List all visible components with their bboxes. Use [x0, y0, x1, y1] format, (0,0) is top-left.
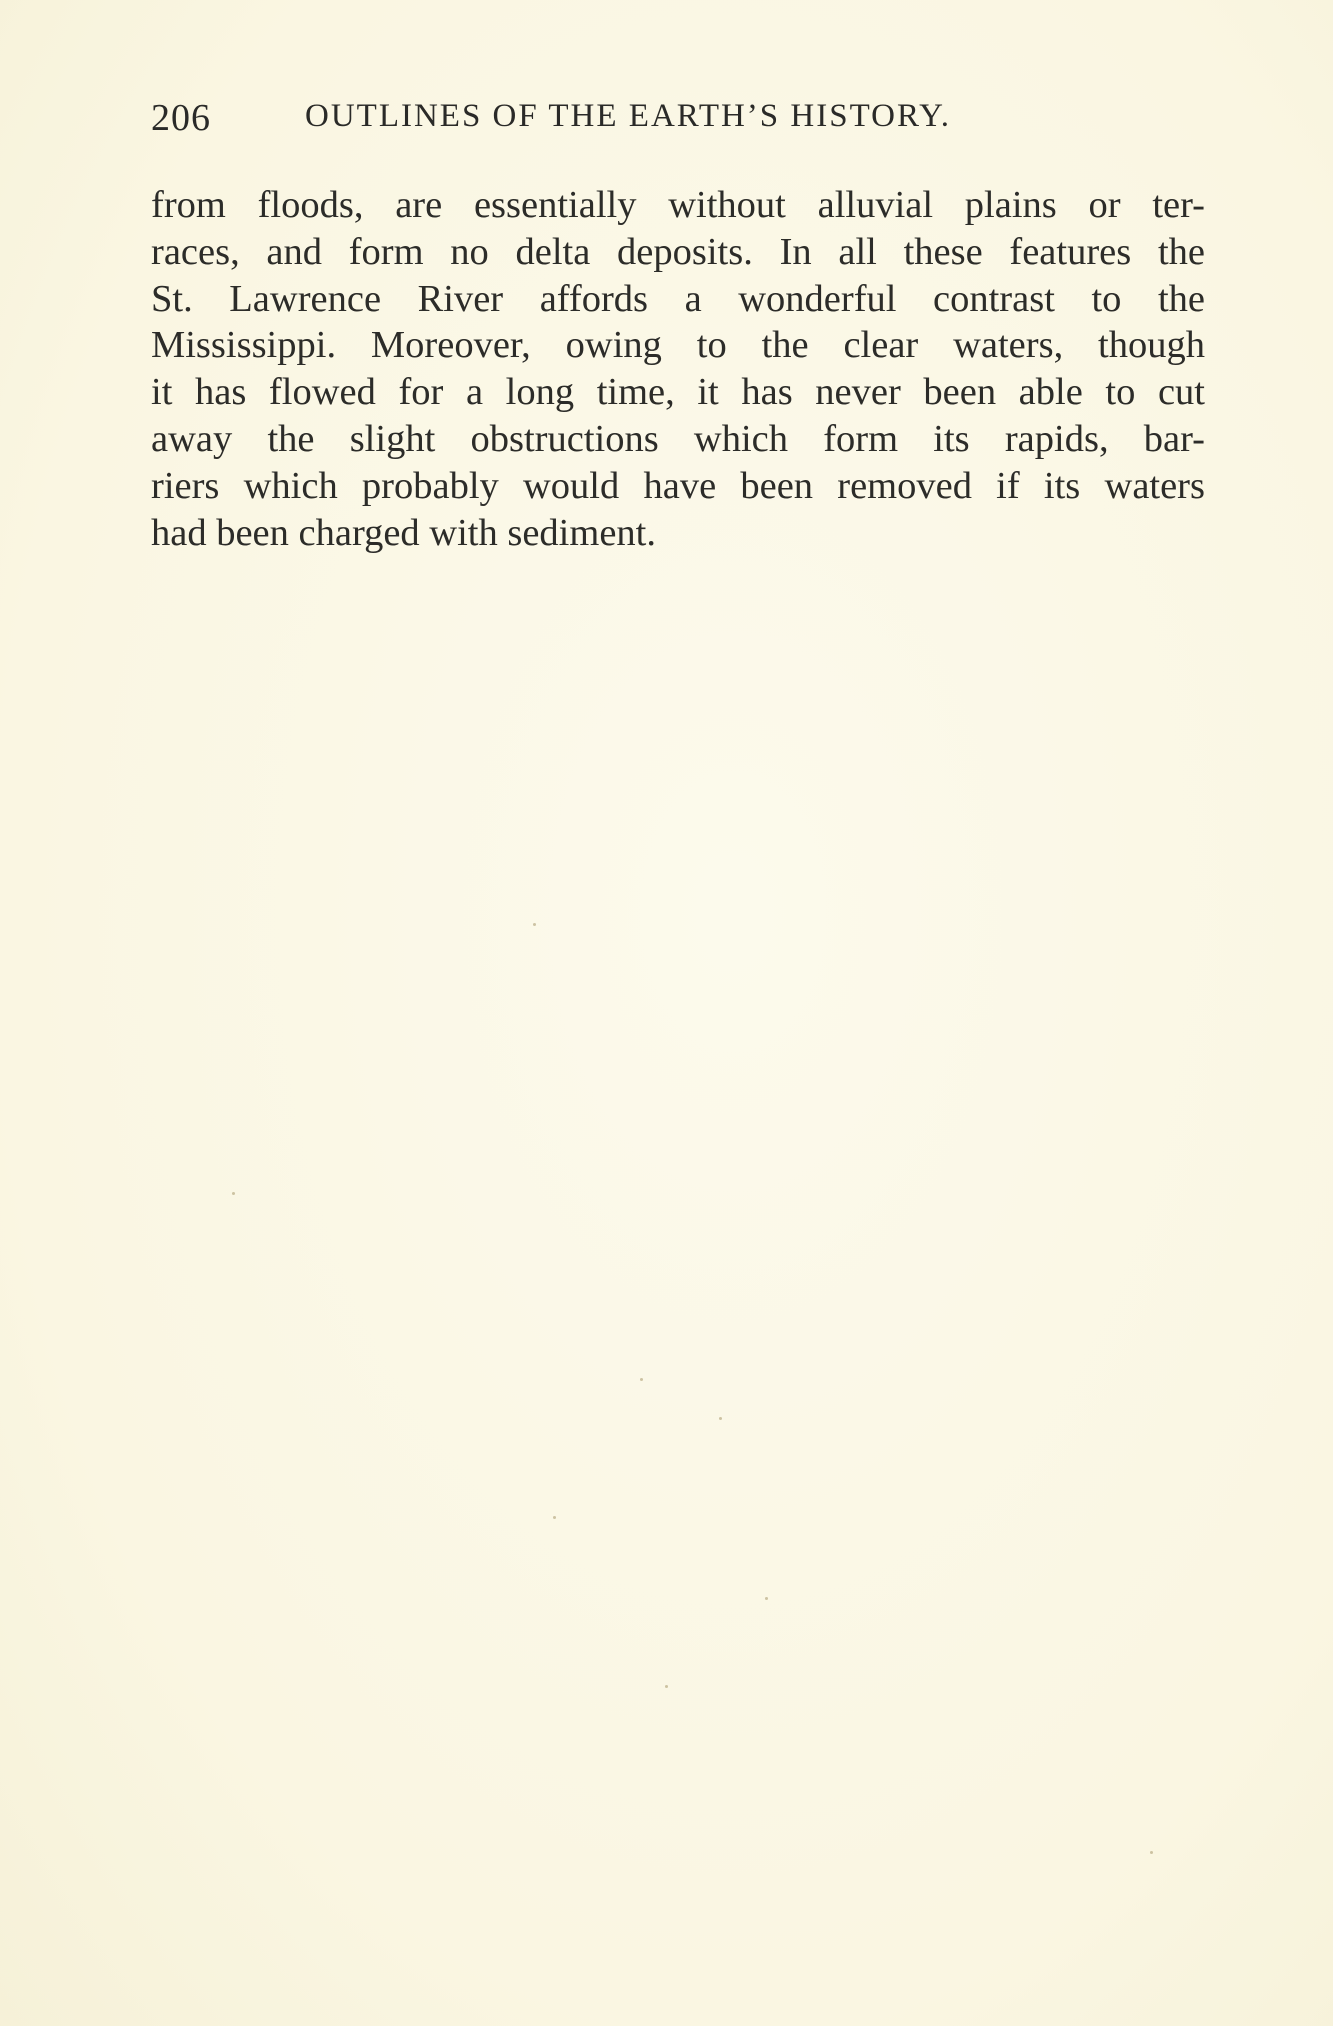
text-line: from floods, are essentially without alluvial plains or ter- [151, 184, 1205, 226]
paper-speck [665, 1685, 668, 1688]
text-line: had been charged with sediment. [151, 511, 656, 554]
text-line: Mississippi. Moreover, owing to the clear waters, though [151, 324, 1205, 367]
text-line: away the slight obstructions which form its rapids, bar- [151, 417, 1205, 460]
paper-speck [765, 1597, 768, 1600]
running-head-title: OUTLINES OF THE EARTH’S HISTORY. [305, 98, 951, 134]
paper-speck [1150, 1851, 1153, 1854]
body-paragraph [151, 182, 1205, 556]
text-line: it has flowed for a long time, it has never been able to cut [151, 371, 1205, 414]
paper-speck [533, 923, 536, 926]
text-line: races, and form no delta deposits. In all these features the [151, 230, 1205, 273]
page-number: 206 [151, 97, 211, 139]
text-line: St. Lawrence River affords a wonderful contrast to the [151, 277, 1205, 320]
paper-speck [640, 1378, 643, 1381]
running-head [151, 96, 1211, 146]
paper-speck [553, 1516, 556, 1519]
paper-speck [232, 1192, 235, 1195]
paper-speck [719, 1417, 722, 1420]
text-line: riers which probably would have been removed if its waters [151, 464, 1205, 507]
